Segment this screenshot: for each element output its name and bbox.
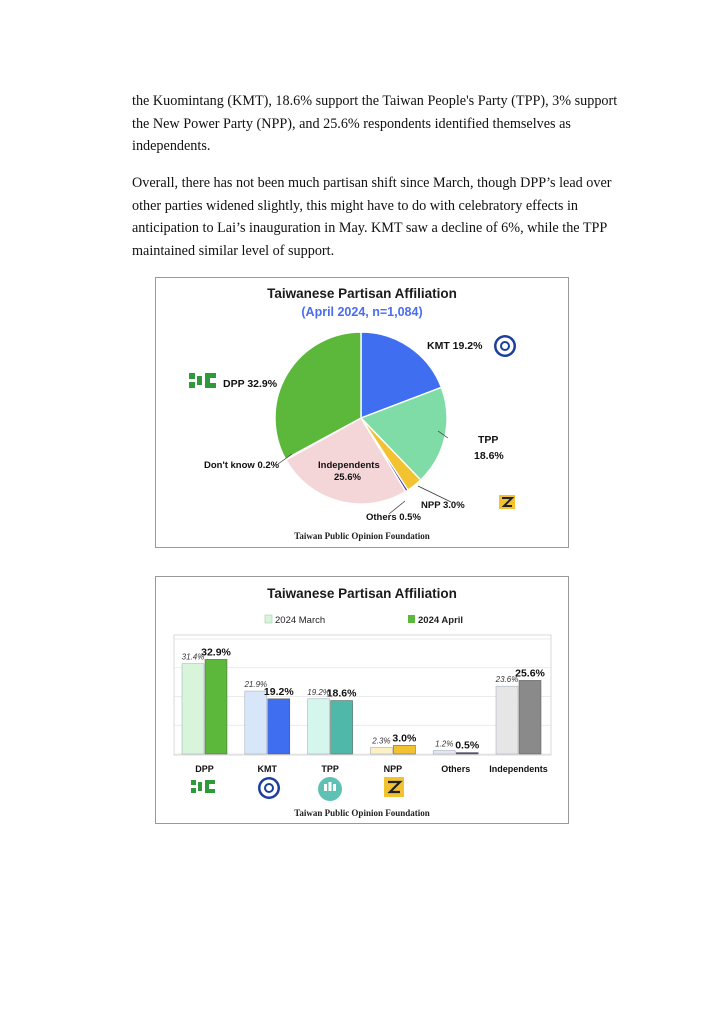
pie-label-dont-know: Don't know 0.2% (204, 460, 280, 471)
dpp-logo-icon (191, 780, 215, 793)
tpp-logo-icon (318, 777, 342, 801)
pie-chart-subtitle: (April 2024, n=1,084) (301, 305, 423, 319)
bar-value-independents-march: 23.6% (495, 675, 519, 685)
paragraph-2: Overall, there has not been much partisan shift since March, though DPP’s lead over other parties widened slightly, this might have to do with celebratory effects in anticipation to Lai’s inauguration in May. KMT saw a decline of 6%, while the TPP maintained similar level of support. (132, 175, 612, 259)
bar-value-independents-april: 25.6% (515, 667, 545, 680)
bar-chart (156, 577, 568, 823)
bar-value-tpp-april: 18.6% (326, 687, 357, 700)
bar-others-april (456, 753, 478, 754)
bar-value-tpp-march: 19.2% (307, 687, 330, 697)
bar-npp-march (370, 747, 392, 754)
bar-kmt-march (245, 691, 267, 754)
category-label-tpp: TPP (321, 764, 339, 774)
legend-march-swatch (265, 615, 272, 623)
pie-chart (156, 278, 568, 547)
bar-others-march (433, 751, 455, 754)
pie-label-others: Others 0.5% (366, 512, 421, 523)
pie-label-dpp: DPP 32.9% (223, 378, 278, 390)
bar-value-kmt-april: 19.2% (263, 685, 294, 698)
bar-value-others-april: 0.5% (455, 739, 480, 752)
bar-independents-april (519, 680, 541, 754)
pie-chart-source: Taiwan Public Opinion Foundation (294, 531, 430, 541)
legend-april-swatch (408, 615, 415, 623)
bar-chart-title: Taiwanese Partisan Affiliation (267, 586, 457, 601)
bar-value-npp-march: 2.3% (372, 736, 391, 746)
kmt-logo-icon (258, 777, 280, 799)
bar-tpp-march (308, 699, 330, 754)
pie-label-kmt: KMT 19.2% (427, 340, 483, 352)
category-label-kmt: KMT (257, 764, 278, 774)
category-label-npp: NPP (383, 764, 403, 774)
dpp-logo-icon (189, 373, 216, 388)
bar-kmt-april (268, 699, 290, 754)
pie-label-npp: NPP 3.0% (421, 500, 465, 511)
npp-logo-icon (384, 777, 404, 797)
pie-label-independents-value: 25.6% (334, 472, 361, 483)
paragraph-1: the Kuomintang (KMT), 18.6% support the Taiwan People's Party (TPP), 3% support the New Power Party (NPP), and 25.6% respondents identified themselves as independents. (132, 93, 618, 154)
category-label-dpp: DPP (195, 764, 214, 774)
bar-value-dpp-march: 31.4% (181, 652, 205, 662)
pie-label-tpp-name: TPP (478, 434, 499, 446)
pie-chart-title: Taiwanese Partisan Affiliation (267, 286, 457, 301)
pie-label-independents-name: Independents (318, 460, 380, 471)
bar-value-kmt-march: 21.9% (244, 680, 268, 690)
bar-tpp-april (331, 701, 353, 754)
kmt-logo-icon (494, 335, 516, 357)
category-label-others: Others (441, 764, 471, 774)
npp-logo-icon (499, 495, 515, 509)
bar-npp-april (393, 745, 415, 754)
pie-chart-figure (155, 277, 569, 548)
bar-value-dpp-april: 32.9% (201, 646, 231, 659)
legend-april-label: 2024 April (418, 615, 464, 626)
bar-independents-march (496, 686, 518, 754)
bar-value-others-march: 1.2% (435, 739, 454, 749)
category-label-independents: Independents (489, 764, 548, 774)
bar-dpp-april (205, 659, 227, 754)
pie-label-tpp-value: 18.6% (474, 450, 504, 462)
bar-chart-source: Taiwan Public Opinion Foundation (294, 808, 430, 818)
bar-chart-figure (155, 576, 569, 824)
bar-dpp-march (182, 664, 204, 754)
bar-value-npp-april: 3.0% (392, 732, 417, 745)
legend-march-label: 2024 March (275, 615, 326, 626)
